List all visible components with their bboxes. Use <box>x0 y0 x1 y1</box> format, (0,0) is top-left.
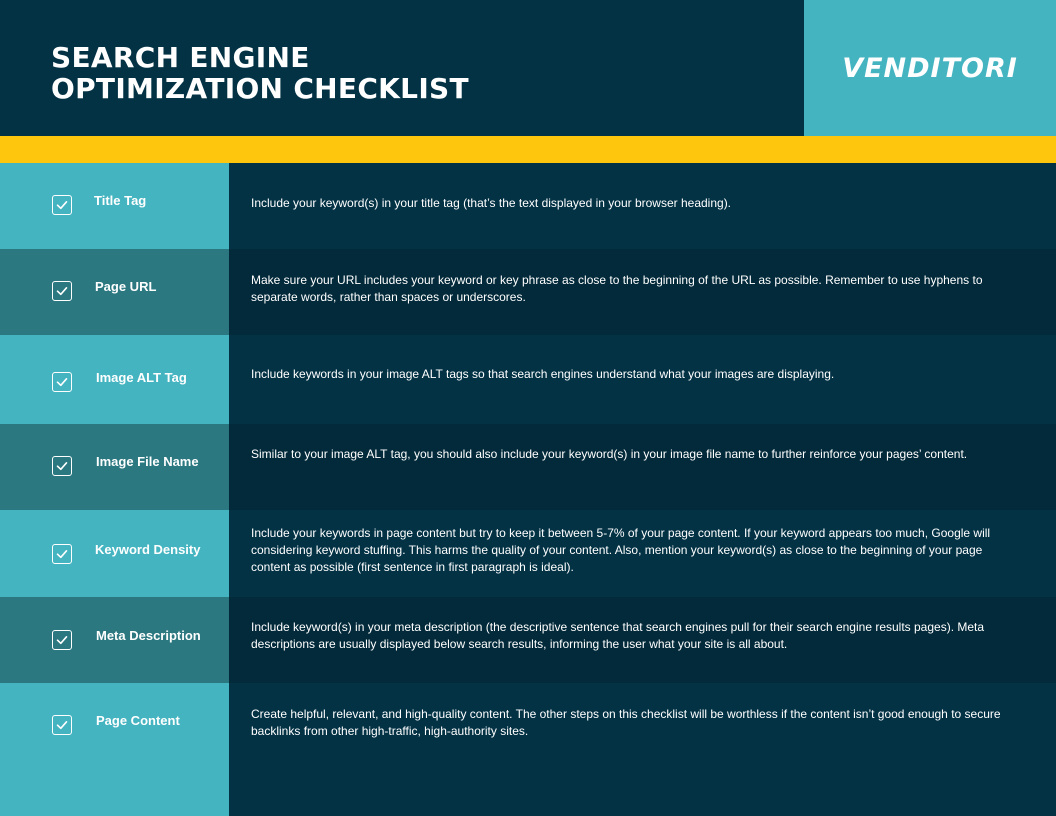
checkbox-checked-icon[interactable] <box>52 715 72 735</box>
checklist-item-description: Include keyword(s) in your meta description (the descriptive sentence that search engines pull for their search engine results pages). Meta descriptions are usually displayed below search results, informing the user what your site is all about. <box>251 620 985 651</box>
checklist-row-description-cell <box>229 683 1056 816</box>
checklist-row-label-cell <box>0 510 229 597</box>
checklist-item-label: Image File Name <box>96 454 199 469</box>
page-title-line-1: SEARCH ENGINE <box>51 41 310 74</box>
checklist-item-label: Keyword Density <box>95 542 201 557</box>
checkbox-checked-icon[interactable] <box>52 630 72 650</box>
checklist-row-description-cell <box>229 597 1056 683</box>
checklist-row-label-cell <box>0 335 229 424</box>
checklist-item-label: Meta Description <box>96 628 201 643</box>
checklist-item-description: Similar to your image ALT tag, you should also include your keyword(s) in your image file name to further reinforce your pages’ content. <box>251 447 968 461</box>
checkbox-checked-icon[interactable] <box>52 281 72 301</box>
checklist-row-description-cell <box>229 424 1056 510</box>
brand-box <box>804 0 1056 136</box>
checklist-row <box>0 424 1056 510</box>
brand-logo: VENDITORI <box>842 53 1018 84</box>
checklist-item-description: Create helpful, relevant, and high-quality content. The other steps on this checklist will be worthless if the content isn’t good enough to secure backlinks from other high-traffic, high-authority sites. <box>251 707 1001 738</box>
header <box>0 0 1056 136</box>
page-title <box>51 42 469 104</box>
checklist <box>0 163 1056 816</box>
checklist-item-description: Include your keyword(s) in your title tag (that’s the text displayed in your browser heading). <box>251 196 732 210</box>
checklist-row <box>0 335 1056 424</box>
checkbox-checked-icon[interactable] <box>52 195 72 215</box>
checklist-row-description-cell <box>229 249 1056 335</box>
checkbox-checked-icon[interactable] <box>52 456 72 476</box>
checklist-row <box>0 510 1056 597</box>
checkbox-checked-icon[interactable] <box>52 372 72 392</box>
checklist-item-label: Page Content <box>96 713 180 728</box>
checklist-item-description: Include keywords in your image ALT tags so that search engines understand what your images are displaying. <box>251 367 835 381</box>
page-title-line-2: OPTIMIZATION CHECKLIST <box>51 72 469 105</box>
checklist-row-description-cell <box>229 335 1056 424</box>
checkbox-checked-icon[interactable] <box>52 544 72 564</box>
checklist-item-label: Image ALT Tag <box>96 370 187 385</box>
checklist-row-label-cell <box>0 163 229 249</box>
checklist-row <box>0 249 1056 335</box>
checklist-row-description-cell <box>229 163 1056 249</box>
checklist-row-label-cell <box>0 597 229 683</box>
checklist-item-description: Make sure your URL includes your keyword or key phrase as close to the beginning of the URL as possible. Remember to use hyphens to separate words, rather than spaces or underscores. <box>251 273 983 304</box>
checklist-row-description-cell <box>229 510 1056 597</box>
checklist-item-label: Page URL <box>95 279 157 294</box>
checklist-row <box>0 683 1056 816</box>
checklist-row-label-cell <box>0 249 229 335</box>
checklist-item-label: Title Tag <box>94 193 147 208</box>
checklist-row-label-cell <box>0 424 229 510</box>
checklist-row <box>0 163 1056 249</box>
accent-bar <box>0 136 1056 163</box>
checklist-row-label-cell <box>0 683 229 816</box>
checklist-item-description: Include your keywords in page content but try to keep it between 5-7% of your page content. If your keyword appears too much, Google will considering keyword stuffing. This harms the quality of your content. Also, mention your keyword(s) as close to the beginning of your page content as possible (first sentence in first paragraph is ideal). <box>251 526 991 574</box>
checklist-row <box>0 597 1056 683</box>
